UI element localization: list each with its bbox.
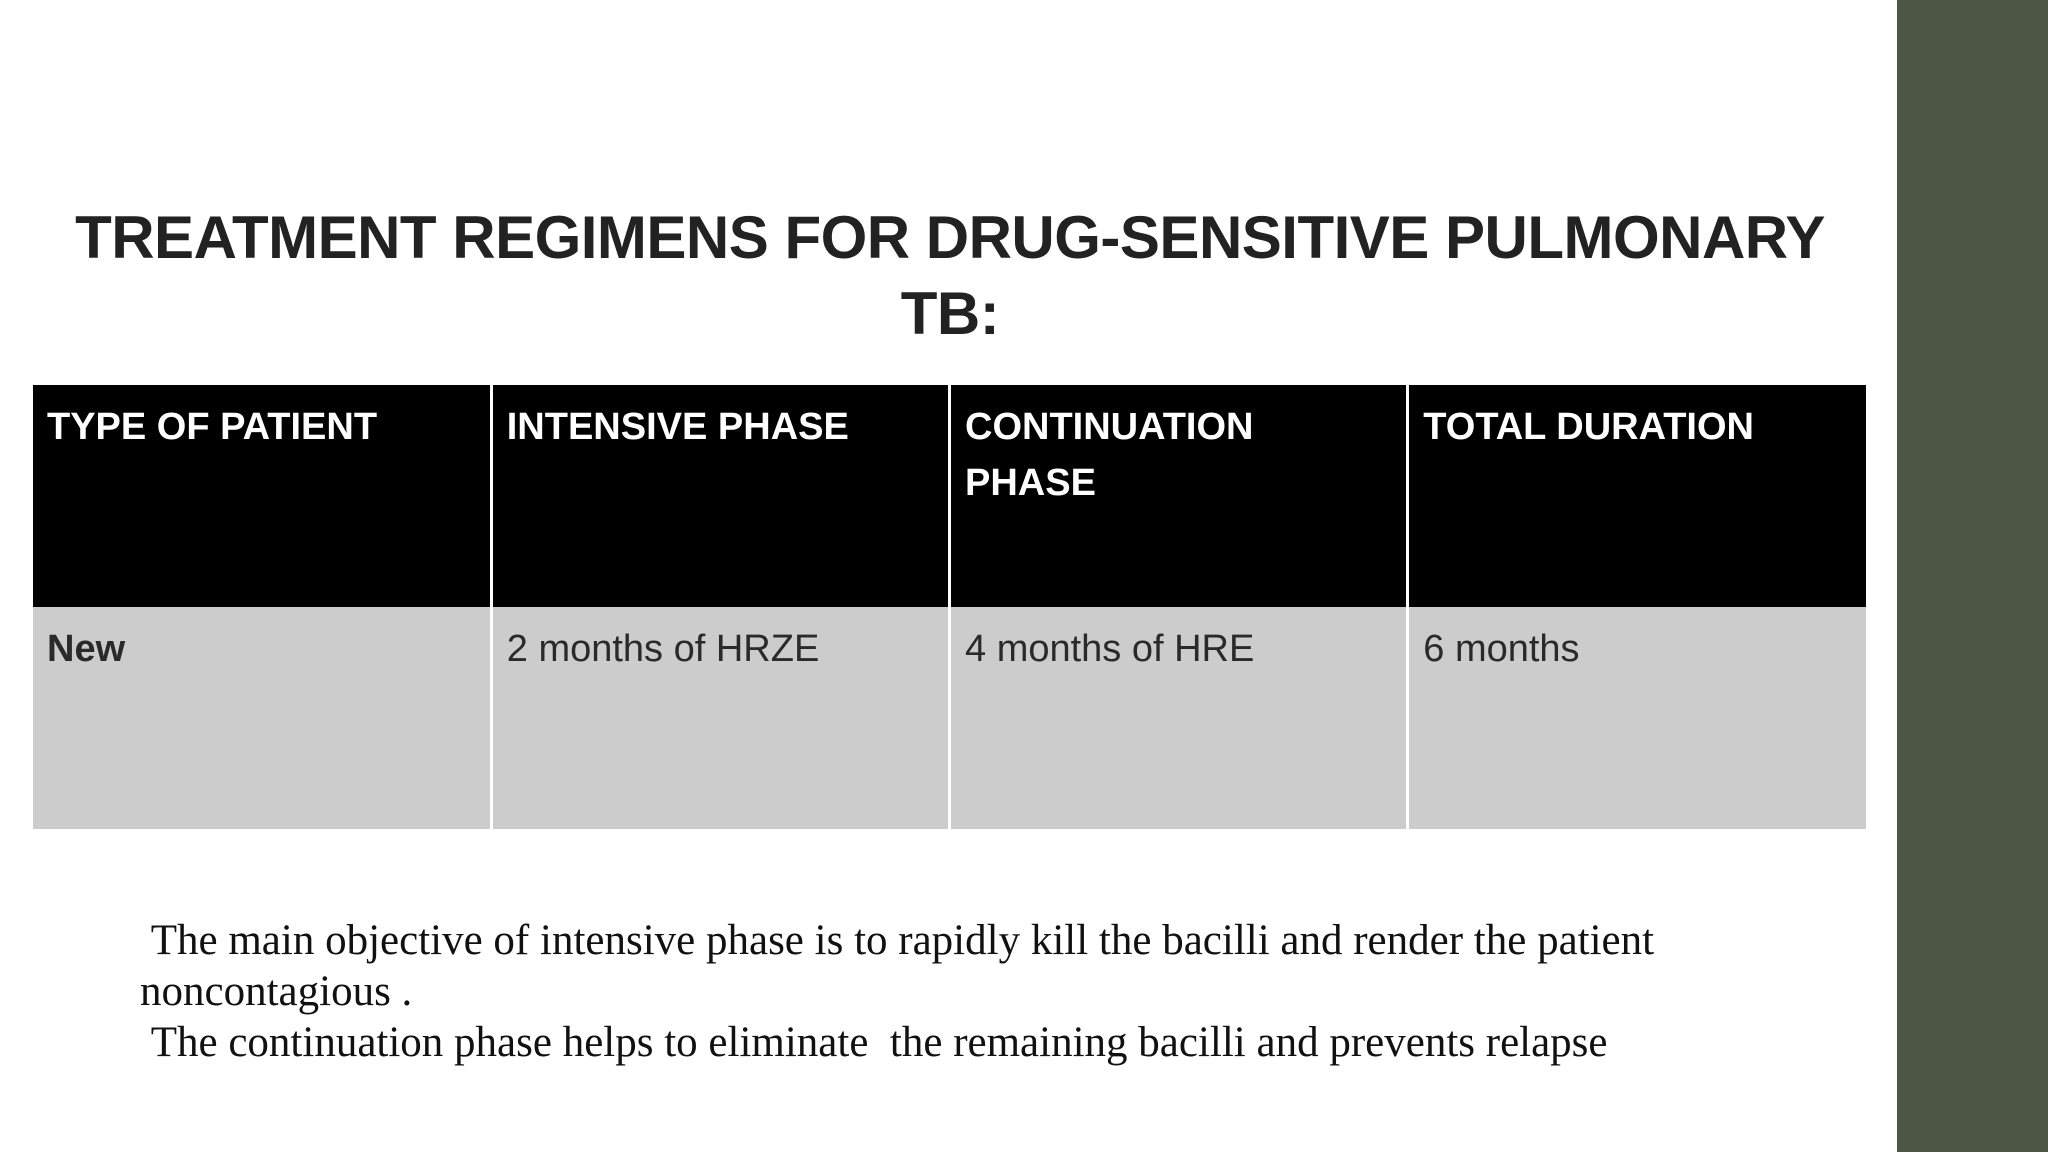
header-type-of-patient: TYPE OF PATIENT bbox=[33, 385, 491, 607]
cell-type-of-patient: New bbox=[33, 607, 491, 829]
note-intensive-phase: The main objective of intensive phase is to rapidly kill the bacilli and render the patient noncontagious . bbox=[140, 917, 1676, 1015]
notes-text bbox=[140, 915, 1740, 1068]
table-header-row bbox=[33, 385, 1866, 607]
header-total-duration: TOTAL DURATION bbox=[1408, 385, 1866, 607]
treatment-regimen-table bbox=[33, 385, 1866, 829]
cell-total-duration: 6 months bbox=[1408, 607, 1866, 829]
header-intensive-phase: INTENSIVE PHASE bbox=[491, 385, 949, 607]
side-panel bbox=[1897, 0, 2048, 1152]
note-continuation-phase: The continuation phase helps to eliminate the remaining bacilli and prevents relapse bbox=[140, 1019, 1608, 1066]
table-row bbox=[33, 607, 1866, 829]
slide-title: TREATMENT REGIMENS FOR DRUG-SENSITIVE PULMONARY TB: bbox=[75, 204, 1825, 347]
header-continuation-phase: CONTINUATION PHASE bbox=[950, 385, 1408, 607]
cell-intensive-phase: 2 months of HRZE bbox=[491, 607, 949, 829]
cell-continuation-phase: 4 months of HRE bbox=[950, 607, 1408, 829]
